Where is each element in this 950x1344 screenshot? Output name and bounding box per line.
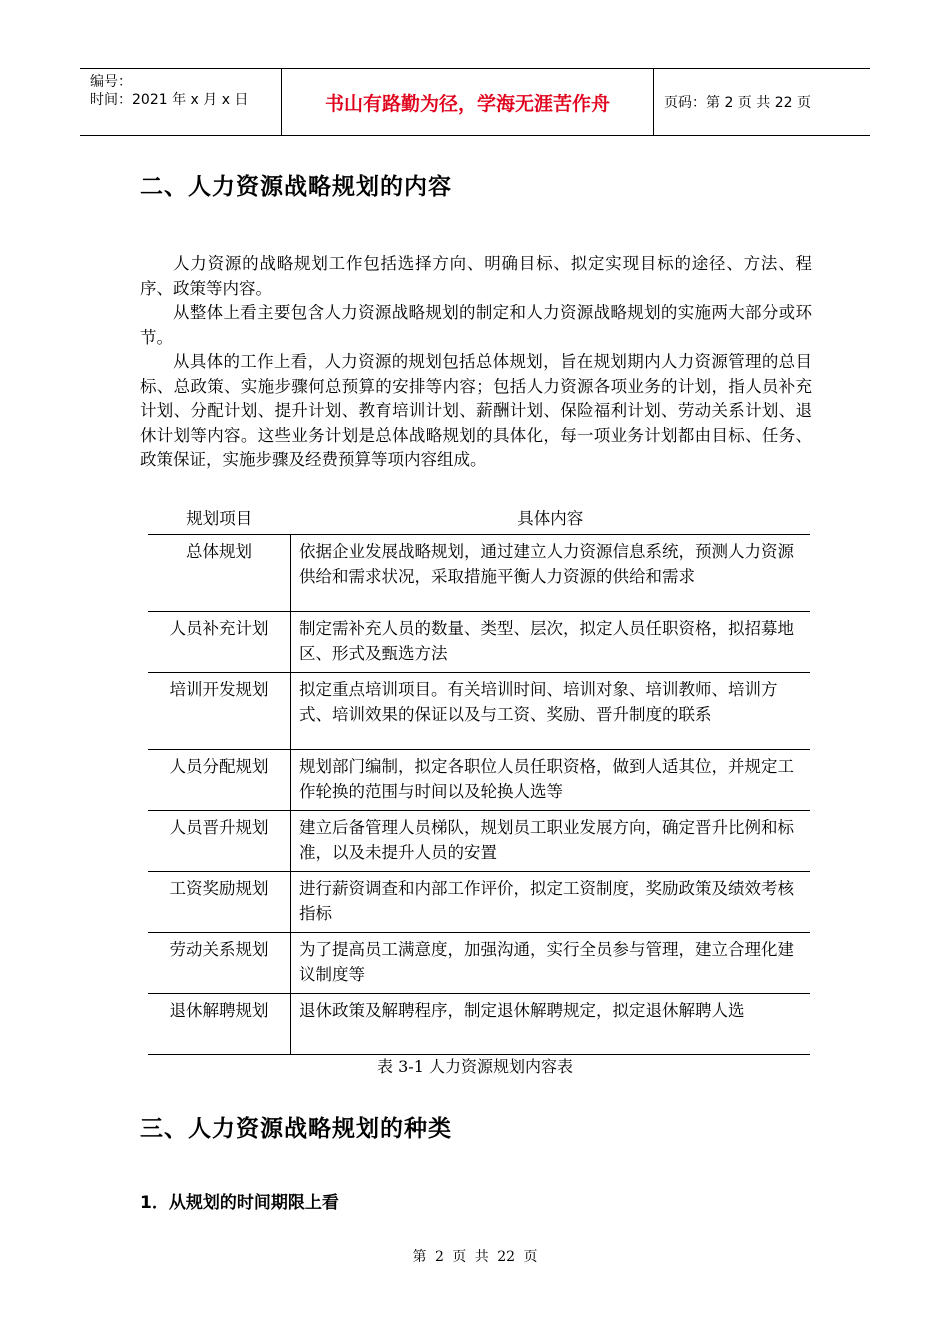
table-cell-content: 退休政策及解聘程序，制定退休解聘规定，拟定退休解聘人选 <box>291 994 811 1055</box>
table-header-content: 具体内容 <box>291 500 811 535</box>
paragraph: 从整体上看主要包含人力资源战略规划的制定和人力资源战略规划的实施两大部分或环节。 <box>140 303 812 347</box>
table-cell-item: 人员晋升规划 <box>148 811 291 872</box>
table-cell-item: 劳动关系规划 <box>148 933 291 994</box>
table-cell-item: 人员补充计划 <box>148 612 291 673</box>
table-row <box>148 872 810 933</box>
table-header-item: 规划项目 <box>148 500 291 535</box>
header-time-label: 时间：2021 年 x 月 x 日 <box>90 92 249 108</box>
table-row <box>148 750 810 811</box>
table-row <box>148 612 810 673</box>
paragraph: 人力资源的战略规划工作包括选择方向、明确目标、拟定实现目标的途径、方法、程序、政策等内容。 <box>140 254 812 298</box>
header-page-code: 页码：第 2 页 共 22 页 <box>664 95 811 111</box>
table-caption: 表 3-1 人力资源规划内容表 <box>377 1057 573 1076</box>
table-cell-content: 制定需补充人员的数量、类型、层次，拟定人员任职资格，拟招募地区、形式及甄选方法 <box>291 612 811 673</box>
section-2-body <box>140 252 812 473</box>
table-cell-item: 退休解聘规划 <box>148 994 291 1055</box>
table-cell-content: 依据企业发展战略规划，通过建立人力资源信息系统，预测人力资源供给和需求状况，采取措施平衡人力资源的供给和需求 <box>291 535 811 612</box>
table-cell-content: 为了提高员工满意度，加强沟通，实行全员参与管理，建立合理化建议制度等 <box>291 933 811 994</box>
paragraph: 从具体的工作上看，人力资源的规划包括总体规划，旨在规划期内人力资源管理的总目标、总政策、实施步骤何总预算的安排等内容；包括人力资源各项业务的计划，指人员补充计划、分配计划、提升计划、教育培训计划、薪酬计划、保险福利计划、劳动关系计划、退休计划等内容。这些业务计划是总体战略规划的具体化，每一项业务计划都由目标、任务、政策保证，实施步骤及经费预算等项内容组成。 <box>140 352 812 469</box>
planning-content-table <box>148 500 810 1055</box>
table-cell-item: 总体规划 <box>148 535 291 612</box>
table-row <box>148 933 810 994</box>
section-2-title: 二、人力资源战略规划的内容 <box>140 174 452 200</box>
header-motto: 书山有路勤为径，学海无涯苦作舟 <box>281 69 654 135</box>
table-row <box>148 994 810 1055</box>
page-footer: 第 2 页 共 22 页 <box>412 1249 538 1265</box>
table-cell-item: 人员分配规划 <box>148 750 291 811</box>
table-cell-content: 规划部门编制，拟定各职位人员任职资格，做到人适其位，并规定工作轮换的范围与时间以及轮换人选等 <box>291 750 811 811</box>
section-3-subtitle: 1．从规划的时间期限上看 <box>140 1193 339 1213</box>
table-cell-content: 建立后备管理人员梯队，规划员工职业发展方向，确定晋升比例和标准，以及未提升人员的安置 <box>291 811 811 872</box>
table-cell-item: 培训开发规划 <box>148 673 291 750</box>
table-row <box>148 811 810 872</box>
table-row <box>148 535 810 612</box>
table-cell-item: 工资奖励规划 <box>148 872 291 933</box>
header-number-label: 编号： <box>90 74 132 90</box>
page-header <box>80 68 870 136</box>
table-cell-content: 进行薪资调查和内部工作评价，拟定工资制度，奖励政策及绩效考核指标 <box>291 872 811 933</box>
table-header-row <box>148 500 810 535</box>
section-3-title: 三、人力资源战略规划的种类 <box>140 1116 452 1142</box>
table-row <box>148 673 810 750</box>
table-cell-content: 拟定重点培训项目。有关培训时间、培训对象、培训教师、培训方式、培训效果的保证以及与工资、奖励、晋升制度的联系 <box>291 673 811 750</box>
header-meta <box>80 69 281 135</box>
